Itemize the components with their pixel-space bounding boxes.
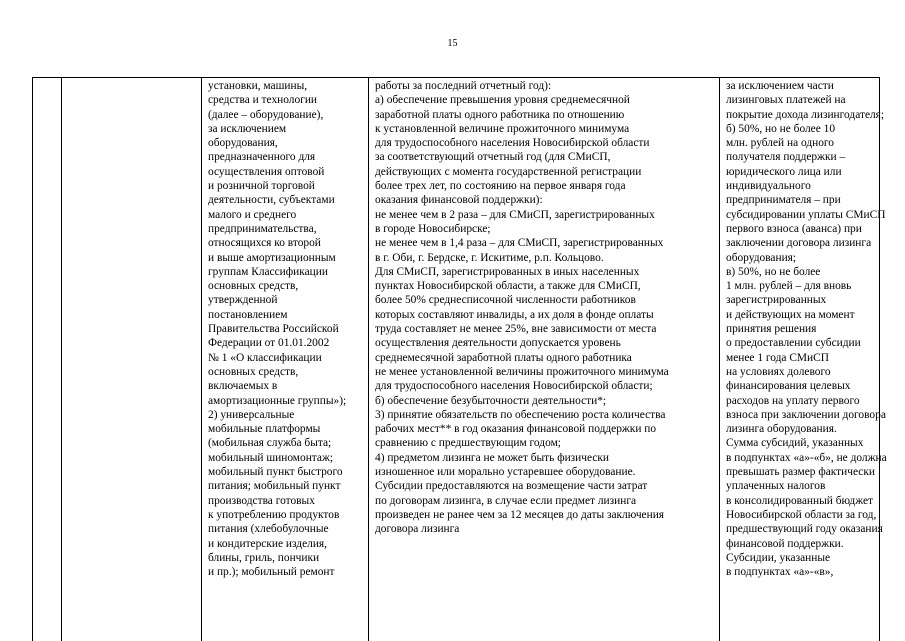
text-line: изношенное или морально устаревшее оборудование.: [375, 466, 636, 479]
text-line: б) 50%, но не более 10: [726, 122, 836, 135]
text-line: юридического лица или: [726, 165, 842, 178]
text-line: постановлением: [208, 308, 288, 321]
text-line: финансовой поддержки.: [726, 537, 844, 550]
text-line: договора лизинга: [375, 523, 460, 536]
text-line: блины, гриль, пончики: [208, 551, 320, 564]
text-line: средства и технологии: [208, 94, 318, 107]
text-line: Субсидии, указанные: [726, 551, 831, 564]
text-line: оборудования;: [726, 251, 797, 264]
text-line: получателя поддержки –: [726, 151, 846, 164]
text-line: в консолидированный бюджет: [726, 494, 873, 507]
text-line: работы за последний отчетный год):: [375, 80, 552, 92]
table-column-2: [62, 78, 202, 641]
text-line: Субсидии предоставляются на возмещение части затрат: [375, 480, 648, 493]
text-line: б) обеспечение безубыточности деятельности*;: [375, 394, 607, 407]
text-line: более трех лет, по состоянию на первое января года: [375, 180, 626, 193]
text-line: предшествующий году оказания: [726, 523, 883, 536]
text-line: а) обеспечение превышения уровня среднемесячной: [375, 94, 630, 107]
table-column-3: [202, 78, 369, 641]
text-line: расходов на уплату первого: [726, 394, 860, 407]
text-line: лизинговых платежей на: [726, 94, 846, 107]
text-line: действующих с момента государственной регистрации: [375, 165, 642, 178]
text-line: за исключением: [208, 122, 287, 135]
text-line: 3) принятие обязательств по обеспечению роста количества: [375, 408, 666, 421]
text-line: взноса при заключении договора: [726, 408, 886, 421]
text-line: предпринимателя – при: [726, 194, 841, 207]
text-line: по договорам лизинга, в случае если предмет лизинга: [375, 494, 637, 507]
text-line: за соответствующий отчетный год (для СМиСП,: [375, 151, 611, 164]
text-line: осуществления деятельности допускается уровень: [375, 337, 621, 350]
text-line: и действующих на момент: [726, 308, 855, 321]
text-line: к употреблению продуктов: [208, 508, 340, 521]
text-line: зарегистрированных: [726, 294, 827, 307]
text-line: и кондитерские изделия,: [208, 537, 328, 550]
text-line: 1 млн. рублей – для вновь: [726, 280, 852, 293]
text-line: Правительства Российской: [208, 323, 339, 336]
text-line: (мобильная служба быта;: [208, 437, 332, 450]
text-line: менее 1 года СМиСП: [726, 351, 829, 364]
text-line: и пр.); мобильный ремонт: [208, 566, 335, 579]
text-line: более 50% среднесписочной численности работников: [375, 294, 636, 307]
text-line: в) 50%, но не более: [726, 265, 821, 278]
text-line: уплаченных налогов: [726, 480, 826, 493]
text-line: о предоставлении субсидии: [726, 337, 861, 350]
text-line: и выше амортизационным: [208, 251, 336, 264]
text-line: Сумма субсидий, указанных: [726, 437, 864, 450]
text-line: оказания финансовой поддержки):: [375, 194, 543, 207]
text-line: и розничной торговой: [208, 180, 315, 193]
text-line: (далее – оборудование),: [208, 108, 324, 121]
text-line: в подпунктах «а»-«б», не должна: [726, 451, 887, 464]
text-line: для трудоспособного населения Новосибирской области: [375, 137, 650, 150]
text-line: производства готовых: [208, 494, 315, 507]
page-number: 15: [447, 38, 458, 49]
text-line: питания; мобильный пункт: [208, 480, 341, 493]
text-line: питания (хлебобулочные: [208, 523, 329, 536]
text-line: мобильный шиномонтаж;: [208, 451, 334, 464]
text-line: финансирования целевых: [726, 380, 851, 393]
text-line: установки, машины,: [208, 80, 308, 92]
text-line: основных средств,: [208, 365, 299, 378]
text-line: мобильные платформы: [208, 423, 321, 436]
text-line: пунктах Новосибирской области, а также для СМиСП,: [375, 280, 641, 293]
table-column-4: [369, 78, 720, 641]
text-line: для трудоспособного населения Новосибирской области;: [375, 380, 653, 393]
text-line: среднемесячной заработной платы одного работника: [375, 351, 632, 364]
text-line: утвержденной: [208, 294, 278, 307]
table-column-1: [33, 78, 62, 641]
text-line: включаемых в: [208, 380, 278, 393]
text-line: заключении договора лизинга: [726, 237, 872, 250]
text-line: к установленной величине прожиточного минимума: [375, 122, 630, 135]
text-line: млн. рублей на одного: [726, 137, 835, 150]
text-line: произведен не ранее чем за 12 месяцев до даты заключения: [375, 508, 665, 521]
text-line: не менее чем в 2 раза – для СМиСП, зарегистрированных: [375, 208, 655, 221]
text-line: Федерации от 01.01.2002: [208, 337, 330, 350]
text-line: сравнению с предшествующим годом;: [375, 437, 561, 450]
text-line: не менее установленной величины прожиточного минимума: [375, 365, 669, 378]
table-column-5: [720, 78, 887, 641]
document-table: [32, 77, 887, 641]
text-line: на условиях долевого: [726, 365, 831, 378]
text-line: за исключением части: [726, 80, 834, 92]
text-line: превышать размер фактически: [726, 466, 875, 479]
text-line: группам Классификации: [208, 265, 328, 278]
text-line: первого взноса (аванса) при: [726, 222, 862, 235]
text-line: 2) универсальные: [208, 408, 295, 421]
text-line: лизинга оборудования.: [726, 423, 837, 436]
text-line: основных средств,: [208, 280, 299, 293]
text-line: № 1 «О классификации: [208, 351, 322, 364]
text-line: в подпунктах «а»-«в»,: [726, 566, 834, 579]
text-line: деятельности, субъектами: [208, 194, 335, 207]
text-line: субсидировании уплаты СМиСП: [726, 208, 886, 221]
text-line: в городе Новосибирске;: [375, 222, 491, 235]
text-line: в г. Оби, г. Бердске, г. Искитиме, р.п. Кольцово.: [375, 251, 604, 264]
text-line: предпринимательства,: [208, 222, 317, 235]
text-line: рабочих мест** в год оказания финансовой поддержки по: [375, 423, 657, 436]
text-line: принятия решения: [726, 323, 817, 336]
text-line: относящихся ко второй: [208, 237, 321, 250]
text-line: Для СМиСП, зарегистрированных в иных населенных: [375, 265, 640, 278]
text-line: индивидуального: [726, 180, 811, 193]
text-line: предназначенного для: [208, 151, 316, 164]
text-line: Новосибирской области за год,: [726, 508, 877, 521]
text-line: заработной платы одного работника по отношению: [375, 108, 625, 121]
text-line: 4) предметом лизинга не может быть физически: [375, 451, 610, 464]
text-line: не менее чем в 1,4 раза – для СМиСП, зарегистрированных: [375, 237, 664, 250]
text-line: покрытие дохода лизингодателя;: [726, 108, 885, 121]
text-line: оборудования,: [208, 137, 278, 150]
text-line: малого и среднего: [208, 208, 297, 221]
text-line: которых составляют инвалиды, а их доля в фонде оплаты: [375, 308, 654, 321]
text-line: мобильный пункт быстрого: [208, 466, 343, 479]
text-line: труда составляет не менее 25%, вне зависимости от места: [375, 323, 657, 336]
text-line: амортизационные группы»);: [208, 394, 347, 407]
text-line: осуществления оптовой: [208, 165, 325, 178]
